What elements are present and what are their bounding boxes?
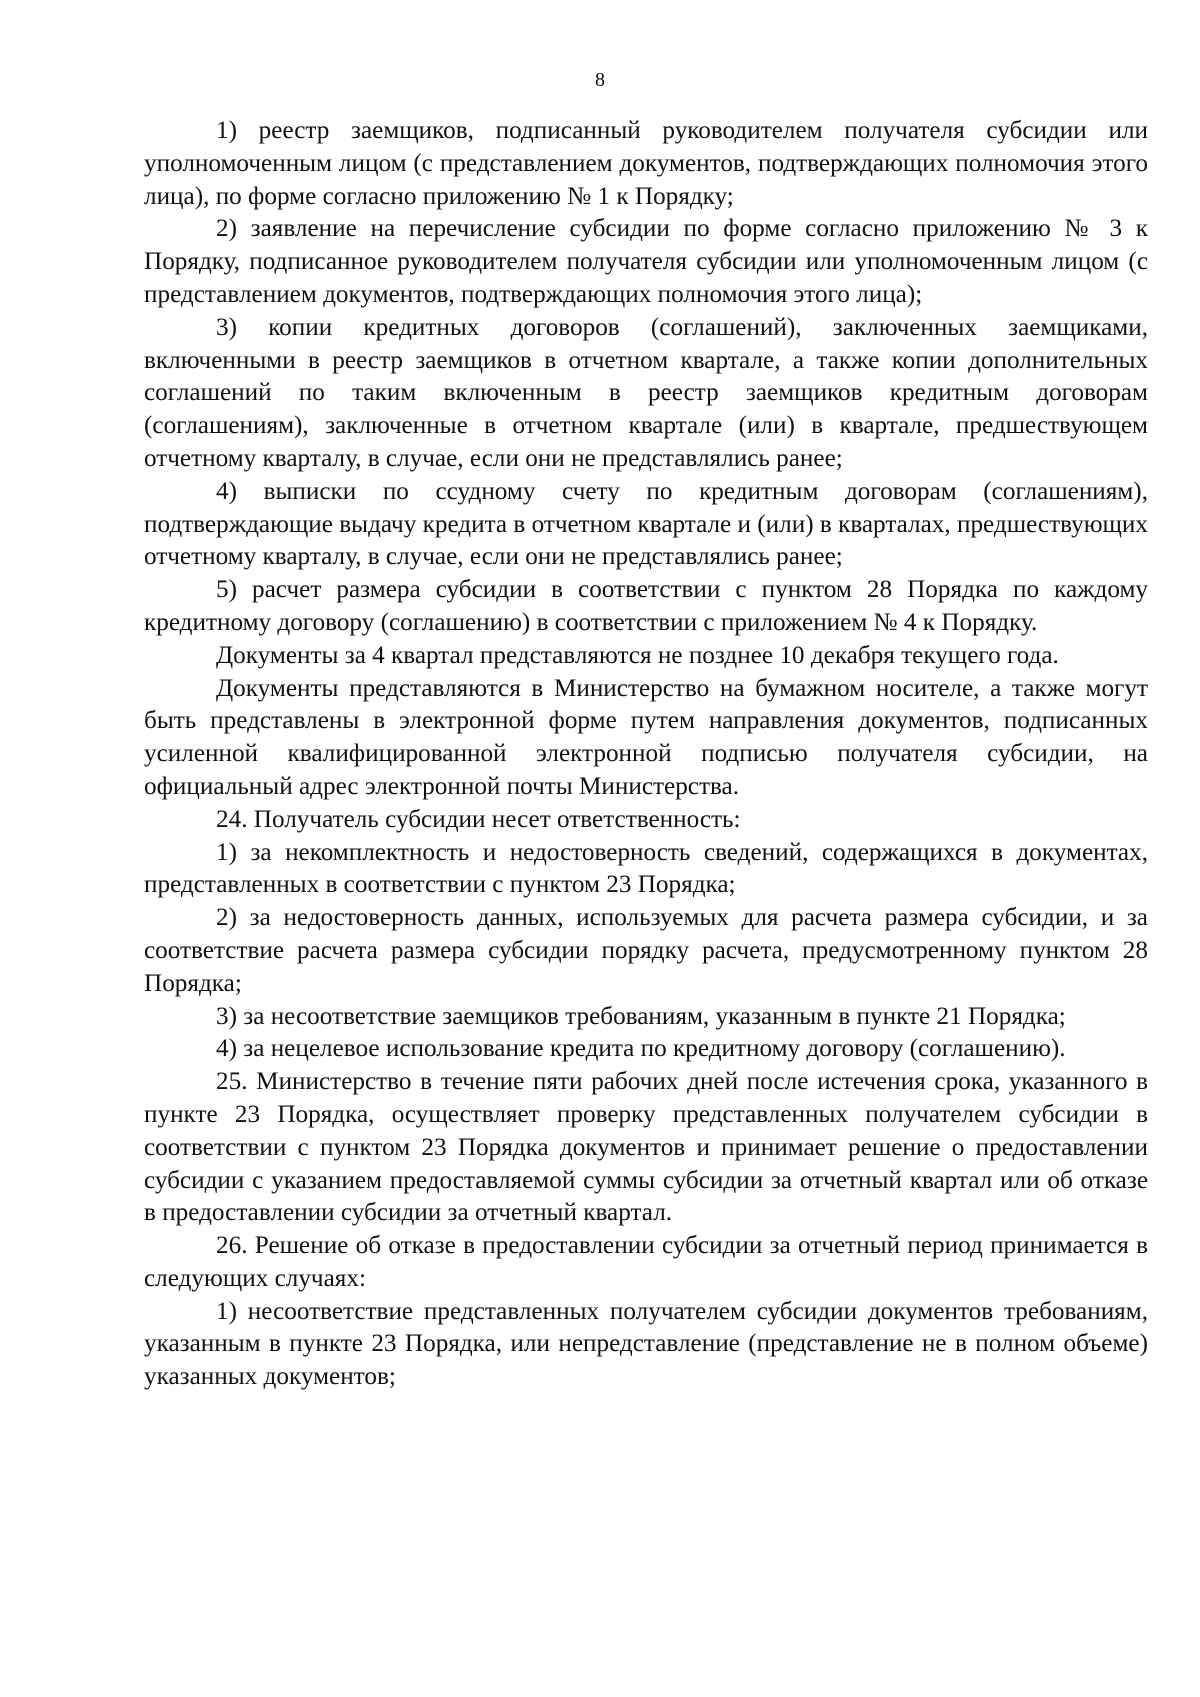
paragraph-item-1-registry: 1) реестр заемщиков, подписанный руководителем получателя субсидии или уполномоченным лицом (с представлением документов, подтверждающих полномочия этого лица), по форме согласно приложению № 1 к Порядку;	[144, 117, 1148, 210]
page-number: 8	[595, 69, 605, 91]
paragraph-q4-deadline: Документы за 4 квартал представляются не позднее 10 декабря текущего года.	[216, 641, 1059, 669]
paragraph-submission-method: Документы представляются в Министерство на бумажном носителе, а также могут быть представлены в электронной форме путем направления документов, подписанных усиленной квалифицированной электронной подписью получателя субсидии, на официальный адрес электронной почты Министерства.	[144, 674, 1148, 800]
document-body	[144, 115, 1148, 1394]
paragraph-24-item-3: 3) за несоответствие заемщиков требованиям, указанным в пункте 21 Порядка;	[216, 1002, 1066, 1030]
paragraph-item-4-account-statements: 4) выписки по ссудному счету по кредитным договорам (соглашениям), подтверждающие выдачу кредита в отчетном квартале и (или) в кварталах, предшествующих отчетному кварталу, в случае, если они не представлялись ранее;	[144, 477, 1149, 571]
paragraph-24-responsibility: 24. Получатель субсидии несет ответственность:	[216, 805, 741, 833]
paragraph-24-item-4: 4) за нецелевое использование кредита по кредитному договору (соглашению).	[216, 1035, 1066, 1063]
paragraph-item-5-subsidy-calculation: 5) расчет размера субсидии в соответствии с пунктом 28 Порядка по каждому кредитному договору (соглашению) в соответствии с приложением № 4 к Порядку.	[144, 576, 1148, 636]
paragraph-26-refusal: 26. Решение об отказе в предоставлении субсидии за отчетный период принимается в следующих случаях:	[144, 1232, 1148, 1292]
paragraph-26-item-1: 1) несоответствие представленных получателем субсидии документов требованиям, указанным в пункте 23 Порядка, или непредставление (представление не в полном объеме) указанных документов;	[144, 1297, 1148, 1391]
paragraph-item-3-credit-contracts: 3) копии кредитных договоров (соглашений), заключенных заемщиками, включенными в реестр заемщиков в отчетном квартале, а также копии дополнительных соглашений по таким включенным в реестр заемщиков кредитным договорам (соглашениям), заключенные в отчетном квартале (или) в квартале, предшествующем отчетному кварталу, в случае, если они не представлялись ранее;	[144, 313, 1148, 472]
paragraph-24-item-2: 2) за недостоверность данных, используемых для расчета размера субсидии, и за соответствие расчета размера субсидии порядку расчета, предусмотренному пунктом 28 Порядка;	[144, 904, 1148, 997]
paragraph-item-2-application: 2) заявление на перечисление субсидии по форме согласно приложению № 3 к Порядку, подписанное руководителем получателя субсидии или уполномоченным лицом (с представлением документов, подтверждающих полномочия этого лица);	[144, 215, 1148, 308]
paragraph-25-ministry-review: 25. Министерство в течение пяти рабочих дней после истечения срока, указанного в пункте 23 Порядка, осуществляет проверку представленных получателем субсидии в соответствии с пунктом 23 Порядка документов и принимает решение о предоставлении субсидии с указанием предоставляемой суммы субсидии за отчетный квартал или об отказе в предоставлении субсидии за отчетный квартал.	[144, 1068, 1148, 1227]
paragraph-24-item-1: 1) за некомплектность и недостоверность сведений, содержащихся в документах, представленных в соответствии с пунктом 23 Порядка;	[144, 838, 1148, 899]
